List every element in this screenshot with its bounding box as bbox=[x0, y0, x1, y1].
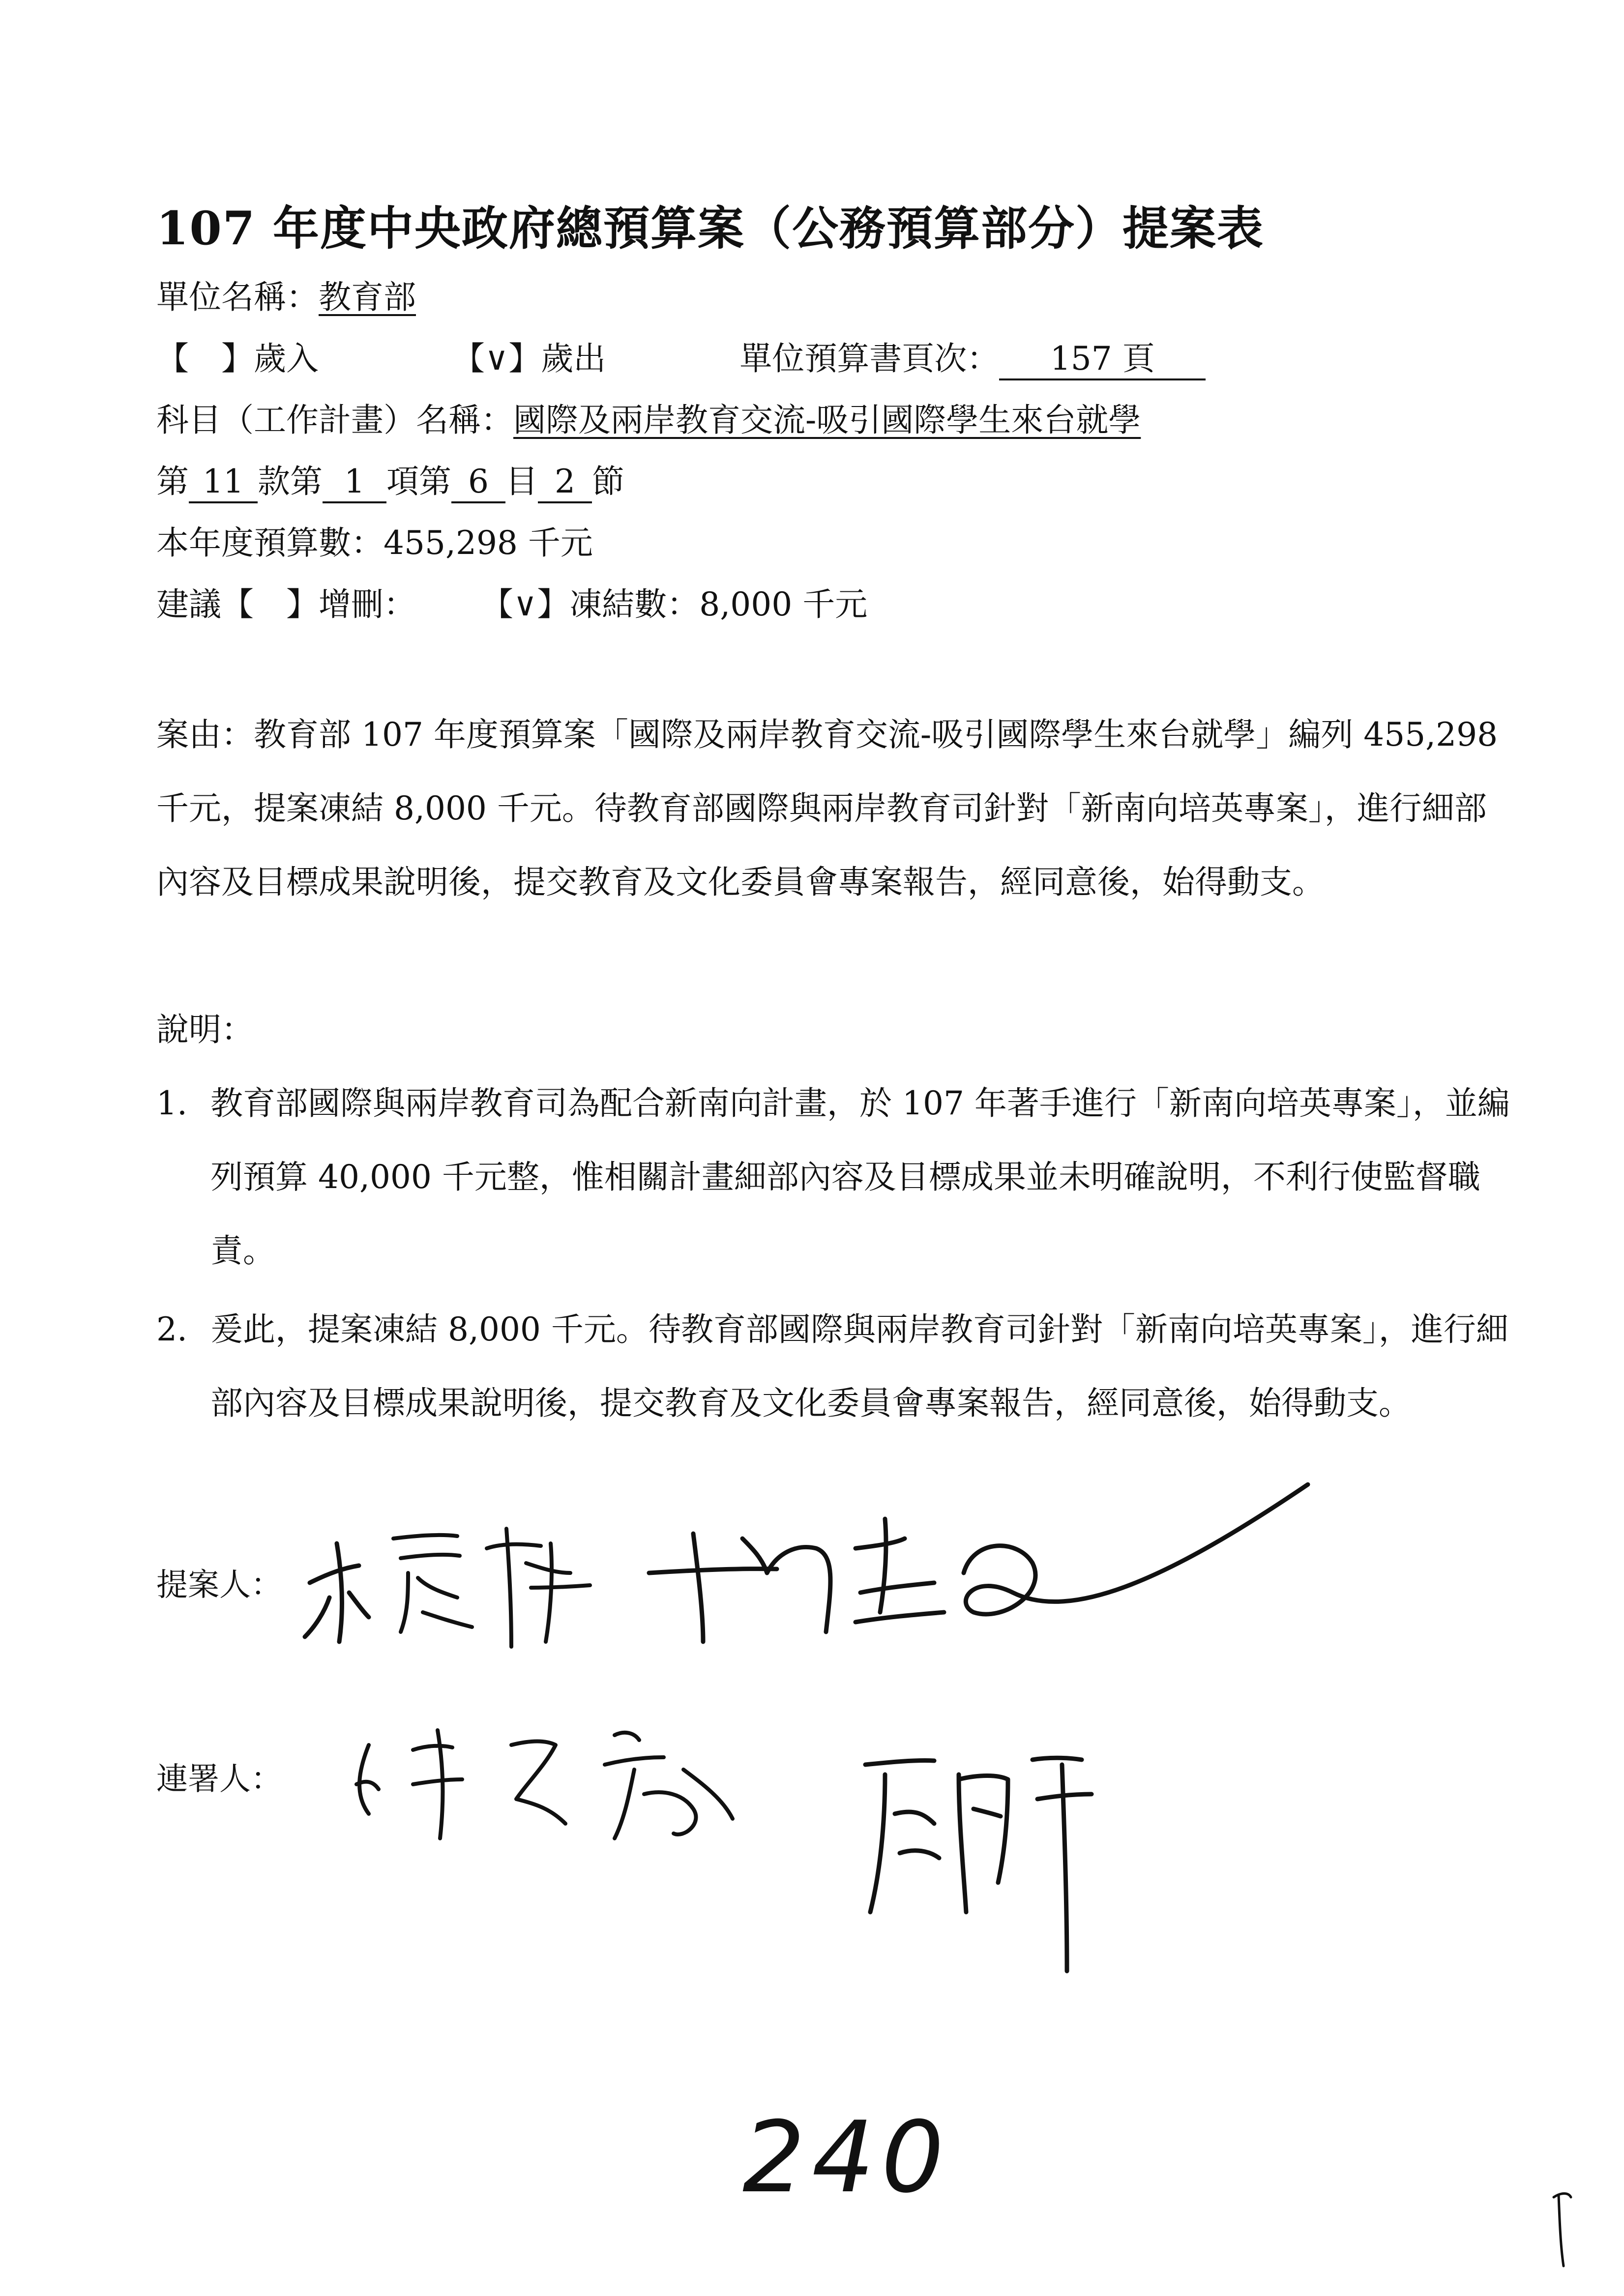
page-title: 107 年度中央政府總預算案（公務預算部分）提案表 bbox=[156, 202, 1264, 256]
revenue-checkbox: 【 】 bbox=[156, 340, 254, 378]
expense-label: 歲出 bbox=[541, 340, 606, 378]
unit-value: 教育部 bbox=[319, 278, 416, 316]
list-item bbox=[156, 1067, 1513, 1288]
list-item-number: 2. bbox=[156, 1310, 187, 1348]
unit-label: 單位名稱： bbox=[156, 278, 319, 316]
margin-mark bbox=[1549, 2187, 1578, 2271]
cosigner-signature-2 bbox=[836, 1725, 1111, 1981]
expense-checkbox: 【∨】 bbox=[452, 340, 541, 378]
reason-paragraph: 案由：教育部 107 年度預算案「國際及兩岸教育交流-吸引國際學生來台就學」編列 455,298 千元，提案凍結 8,000 千元。待教育部國際與兩岸教育司針對「新南向培英專案」，進行細部內容及目標成果說明後，提交教育及文化委員會專案報告，經同意後，始得動支。 bbox=[156, 716, 1498, 901]
freeze-checkbox: 【∨】 bbox=[480, 585, 570, 623]
revenue-label: 歲入 bbox=[254, 340, 319, 378]
proposer-signature-2 bbox=[629, 1465, 1328, 1652]
proposer-signature-1 bbox=[295, 1514, 615, 1652]
section-kuan: 款第 bbox=[258, 463, 323, 500]
section-di: 第 bbox=[156, 463, 189, 500]
subject-label: 科目（工作計畫）名稱： bbox=[156, 401, 513, 439]
section-xiang-number: 1 bbox=[323, 462, 386, 503]
explanation-heading: 說明： bbox=[156, 1011, 254, 1048]
budget-line: 本年度預算數：455,298 千元 bbox=[156, 524, 593, 562]
delete-label: 增刪： bbox=[319, 585, 416, 623]
section-jie: 節 bbox=[592, 463, 624, 500]
cosigner-signature-1 bbox=[339, 1711, 742, 1848]
list-item-number: 1. bbox=[156, 1084, 187, 1122]
delete-checkbox: 【 】 bbox=[221, 585, 319, 623]
subject-value: 國際及兩岸教育交流-吸引國際學生來台就學 bbox=[513, 401, 1141, 439]
subject-row bbox=[156, 398, 1141, 442]
page-ref-label: 單位預算書頁次： bbox=[739, 340, 1000, 378]
proposer-label: 提案人： bbox=[156, 1567, 282, 1603]
section-mu-number: 6 bbox=[451, 462, 505, 503]
explanation-list bbox=[156, 1067, 1513, 1440]
unit-row bbox=[156, 275, 416, 320]
list-item-text: 教育部國際與兩岸教育司為配合新南向計畫，於 107 年著手進行「新南向培英專案」，並編列預算 40,000 千元整，惟相關計畫細部內容及目標成果並未明確說明，不利行使監督職責。 bbox=[210, 1084, 1510, 1270]
suggestion-row bbox=[156, 582, 867, 627]
suggest-label: 建議 bbox=[156, 585, 221, 623]
list-item bbox=[156, 1293, 1513, 1440]
category-row bbox=[156, 337, 1206, 381]
page-ref-value: 157 頁 bbox=[999, 339, 1206, 380]
section-row bbox=[156, 460, 624, 504]
page-number: 240 bbox=[742, 2100, 951, 2215]
section-jie-number: 2 bbox=[538, 462, 592, 503]
freeze-label: 凍結數：8,000 千元 bbox=[569, 585, 868, 623]
list-item-text: 爰此，提案凍結 8,000 千元。待教育部國際與兩岸教育司針對「新南向培英專案」，進行細部內容及目標成果說明後，提交教育及文化委員會專案報告，經同意後，始得動支。 bbox=[210, 1310, 1508, 1422]
cosigner-label: 連署人： bbox=[156, 1761, 282, 1798]
section-kuan-number: 11 bbox=[189, 462, 258, 503]
section-xiang: 項第 bbox=[386, 463, 451, 500]
section-mu: 目 bbox=[505, 463, 538, 500]
